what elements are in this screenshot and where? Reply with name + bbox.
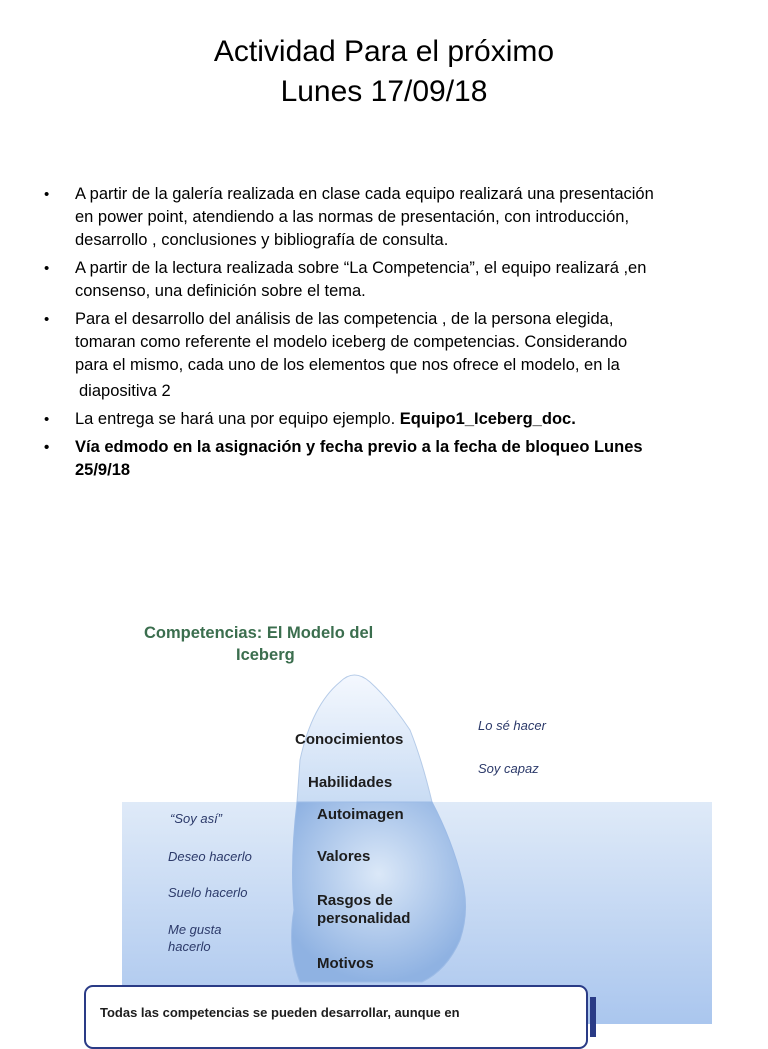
label-lo-se-hacer: Lo sé hacer	[478, 718, 546, 733]
bullet-icon: •	[44, 411, 50, 428]
layer-rasgos-personalidad	[317, 892, 410, 928]
bullet-3-line-3: para el mismo, cada uno de los elementos que nos ofrece el modelo, en la	[75, 356, 620, 374]
label-soy-asi: “Soy así”	[170, 811, 223, 826]
layer-valores: Valores	[317, 848, 371, 865]
slide-title	[0, 32, 768, 112]
bullet-3-line-2: tomaran como referente el modelo iceberg de competencias. Considerando	[75, 333, 628, 351]
caption-box	[84, 985, 588, 1049]
figure-title-line-1: Competencias: El Modelo del	[144, 624, 374, 642]
list-item	[44, 436, 734, 482]
label-suelo-hacerlo: Suelo hacerlo	[168, 885, 248, 900]
layer-autoimagen: Autoimagen	[317, 806, 404, 823]
label-soy-capaz: Soy capaz	[478, 761, 539, 776]
layer-conocimientos: Conocimientos	[295, 731, 404, 748]
bullet-4-filename: Equipo1_Iceberg_doc.	[399, 410, 576, 428]
label-me-gusta-line-2: hacerlo	[168, 939, 211, 954]
instruction-list	[44, 183, 734, 487]
bullet-3-line-4: diapositiva 2	[79, 382, 171, 400]
caption-accent-bar	[590, 997, 596, 1037]
layer-rasgos-line-2: personalidad	[317, 910, 411, 927]
layer-motivos: Motivos	[317, 955, 374, 972]
bullet-2-line-1: A partir de la lectura realizada sobre “La Competencia”, el equipo realizará ,en	[75, 259, 647, 277]
bullet-5-line-1: Vía edmodo en la asignación y fecha previo a la fecha de bloqueo Lunes	[75, 438, 643, 456]
figure-title-line-2: Iceberg	[236, 646, 295, 664]
label-me-gusta-hacerlo	[168, 921, 221, 955]
bullet-1-line-2: en power point, atendiendo a las normas de presentación, con introducción,	[75, 208, 630, 226]
bullet-4-text: La entrega se hará una por equipo ejemplo.	[75, 410, 400, 428]
label-me-gusta-line-1: Me gusta	[168, 922, 222, 937]
bullet-icon: •	[44, 439, 50, 456]
bullet-icon: •	[44, 260, 50, 277]
figure-title	[144, 622, 373, 666]
bullet-5-line-2: 25/9/18	[75, 461, 131, 479]
bullet-1-line-3: desarrollo , conclusiones y bibliografía de consulta.	[75, 231, 449, 249]
layer-rasgos-line-1: Rasgos de	[317, 892, 393, 909]
iceberg-model-figure	[100, 610, 712, 1024]
list-item	[44, 308, 734, 403]
bullet-4-line	[75, 408, 734, 431]
bullet-icon: •	[44, 311, 50, 328]
layer-habilidades: Habilidades	[308, 774, 393, 791]
bullet-icon: •	[44, 186, 50, 203]
label-deseo-hacerlo: Deseo hacerlo	[168, 849, 252, 864]
title-line-2: Lunes 17/09/18	[280, 75, 488, 108]
list-item	[44, 408, 734, 431]
bullet-3-line-1: Para el desarrollo del análisis de las competencia , de la persona elegida,	[75, 310, 614, 328]
bullet-1-line-1: A partir de la galería realizada en clase cada equipo realizará una presentación	[75, 185, 654, 203]
title-line-1: Actividad Para el próximo	[213, 35, 555, 68]
list-item	[44, 183, 734, 252]
bullet-2-line-2: consenso, una definición sobre el tema.	[75, 282, 366, 300]
caption-text: Todas las competencias se pueden desarrollar, aunque en	[100, 1005, 460, 1020]
list-item	[44, 257, 734, 303]
